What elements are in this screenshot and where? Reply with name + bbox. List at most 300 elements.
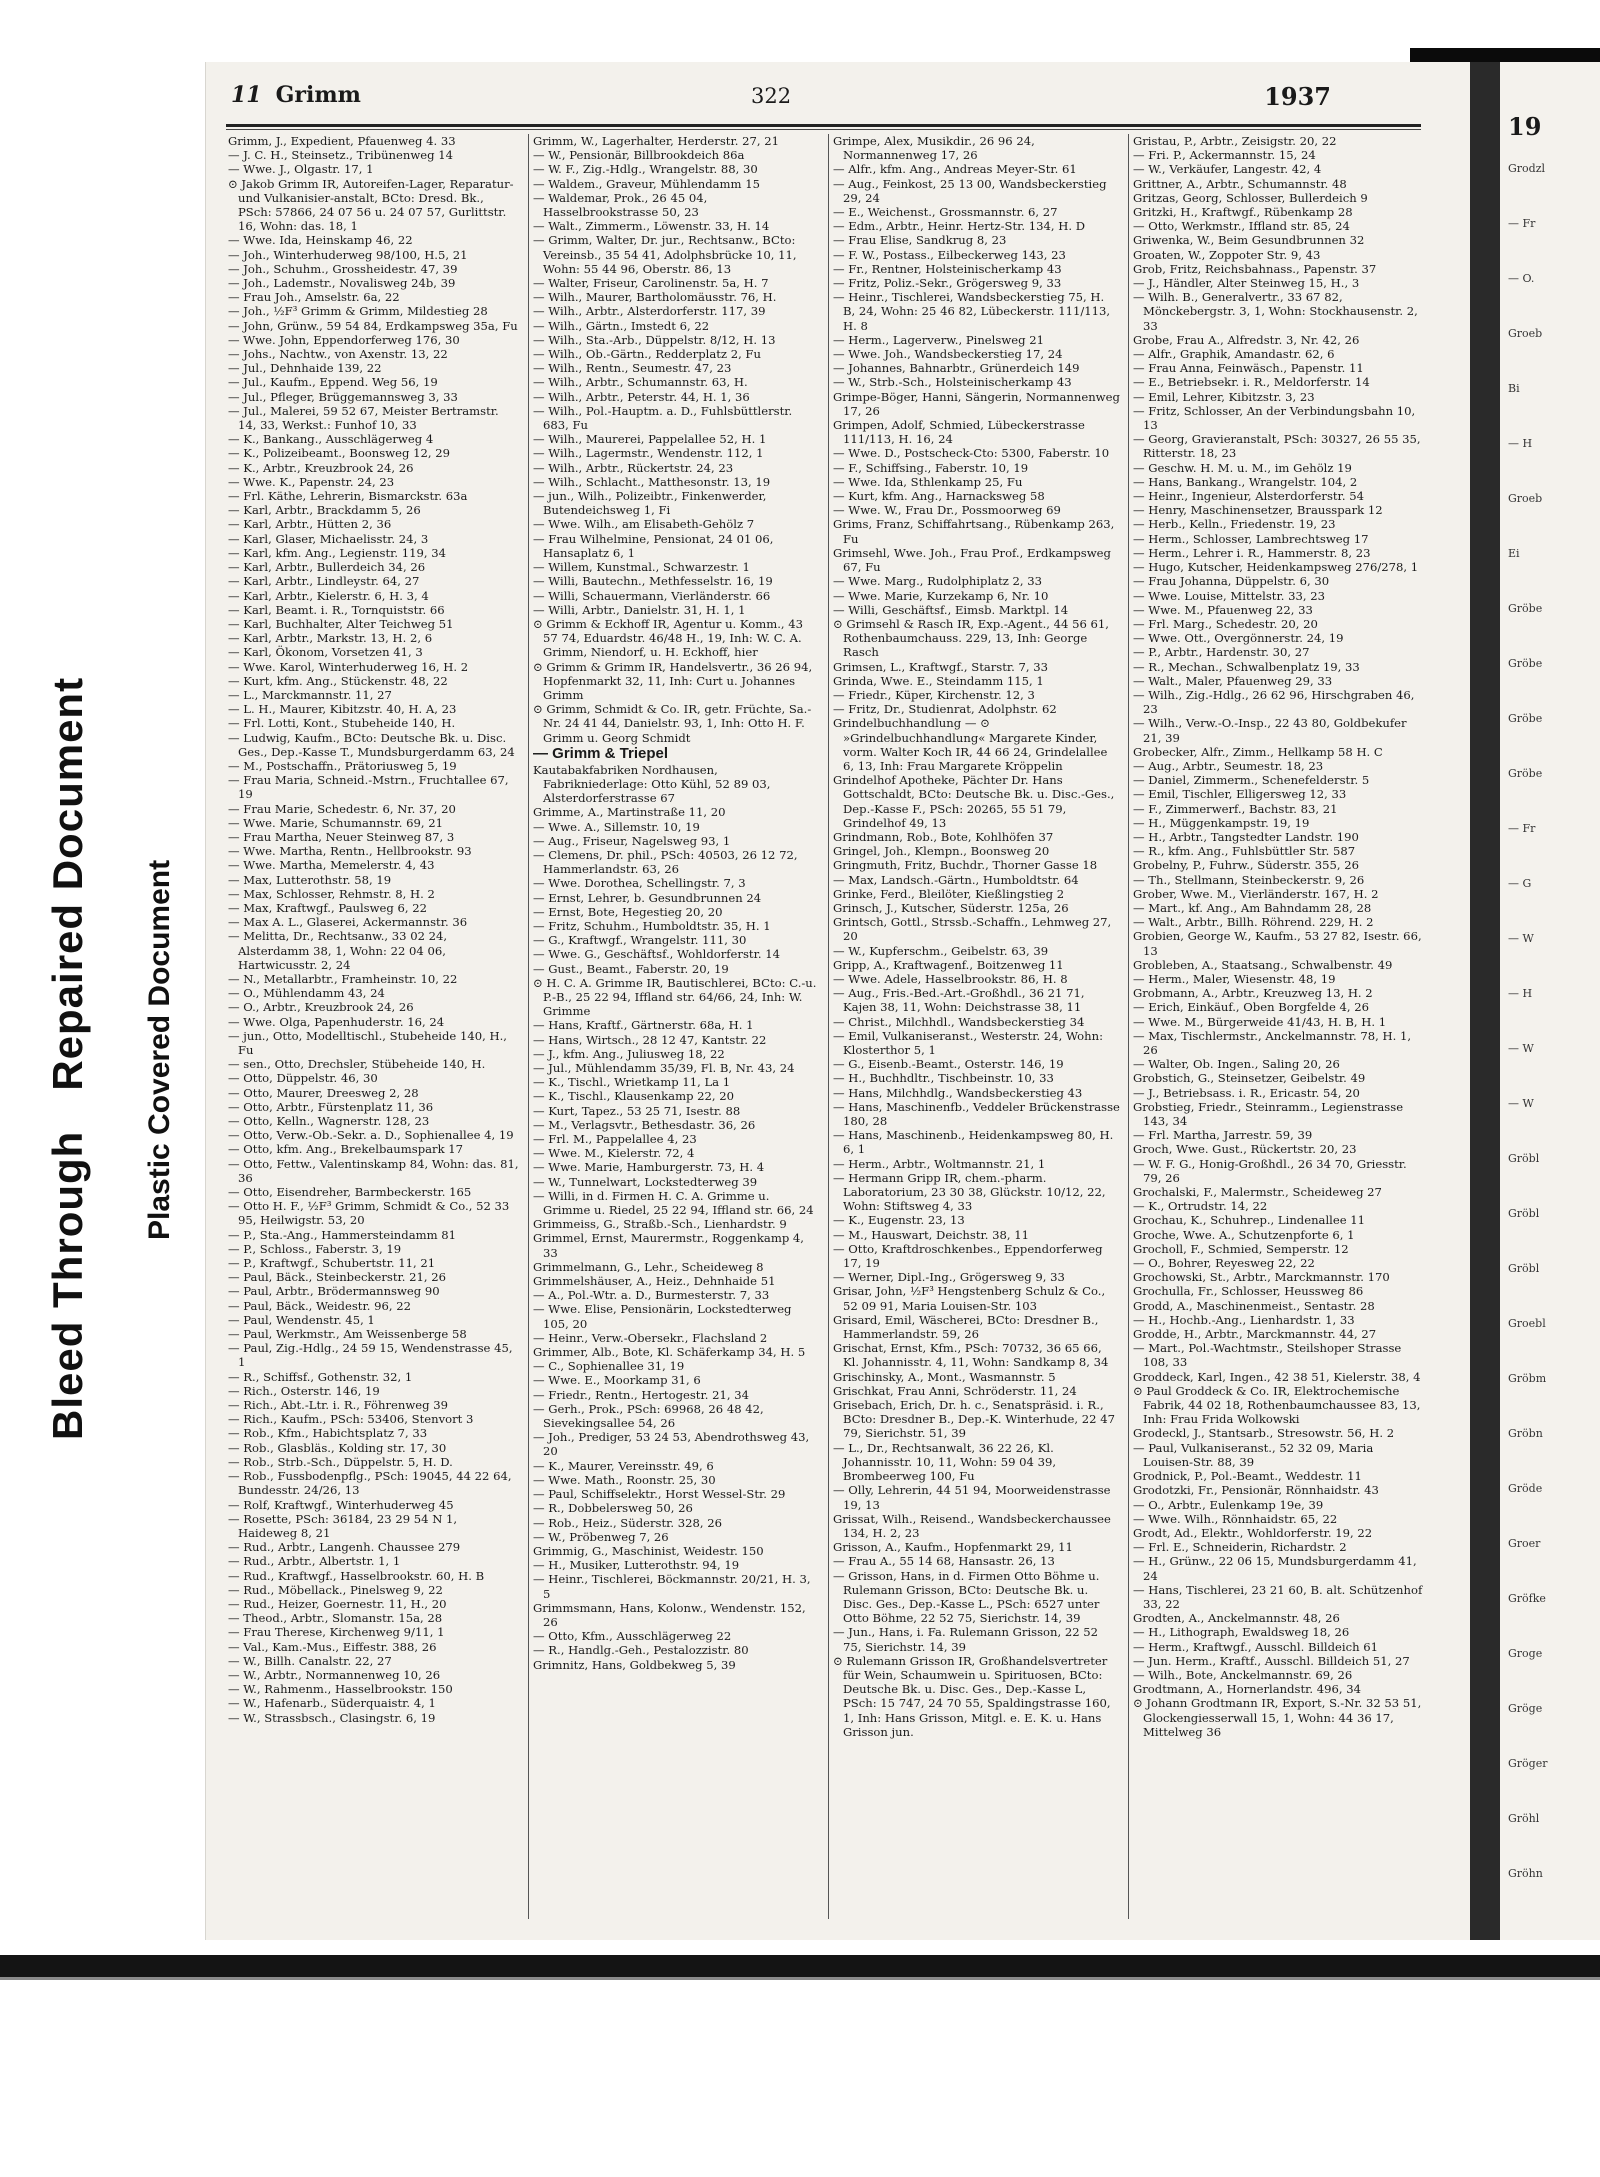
directory-entry: Grobstieg, Friedr., Steinramm., Legienstrasse 143, 34: [1133, 1099, 1404, 1129]
directory-entry: — W., Rahmenm., Hasselbrookstr. 150: [228, 1682, 453, 1697]
directory-entry: — Friedr., Rentn., Hertogestr. 21, 34: [533, 1387, 749, 1402]
directory-entry: — Hans, Maschinenfb., Veddeler Brückenstrasse 180, 28: [833, 1099, 1120, 1129]
directory-entry: — Otto, Kelln., Wagnerstr. 128, 23: [228, 1114, 430, 1129]
directory-entry: Grimmsmann, Hans, Kolonw., Wendenstr. 152, 26: [533, 1600, 806, 1629]
directory-entry: — Otto, Arbtr., Fürstenplatz 11, 36: [228, 1099, 434, 1114]
directory-entry: — Hugo, Kutscher, Heidenkampsweg 276/278, 1: [1133, 560, 1419, 575]
directory-entry: — Herm., Lehrer i. R., Hammerstr. 8, 23: [1133, 545, 1371, 560]
column-4: [1128, 134, 1424, 1919]
directory-entry: — Wilh., Arbtr., Schumannstr. 63, H.: [533, 375, 748, 390]
directory-entry: — W., Pensionär, Billbrookdeich 86a: [533, 148, 745, 163]
directory-entry: — Friedr., Küper, Kirchenstr. 12, 3: [833, 687, 1035, 702]
directory-entry: — Wwe. Marg., Rudolphiplatz 2, 33: [833, 574, 1043, 589]
directory-entry: ⊙ Grimm, Schmidt & Co. IR, getr. Früchte, Sa.-Nr. 24 41 44, Danielstr. 93, 1, Inh: Otto H. F. Grimm u. Georg Schmidt: [533, 702, 812, 745]
adjacent-page-fragment: Groebl: [1508, 1317, 1546, 1330]
directory-entry: Gripp, A., Kraftwagenf., Boitzenweg 11: [833, 957, 1064, 972]
directory-entry: Grittner, A., Arbtr., Schumannstr. 48: [1133, 176, 1347, 191]
adjacent-page-fragment: Gröbn: [1508, 1427, 1543, 1440]
directory-entry: — Clemens, Dr. phil., PSch: 40503, 26 12 72, Hammerlandstr. 63, 26: [533, 847, 798, 877]
directory-entry: — Ernst, Bote, Hegestieg 20, 20: [533, 904, 723, 919]
directory-entry: — Willi, Bautechn., Methfesselstr. 16, 19: [533, 574, 773, 589]
directory-entry: Grintsch, Gottl., Strssb.-Schaffn., Lehmweg 27, 20: [833, 915, 1112, 944]
directory-entry: — W., Tunnelwart, Lockstedterweg 39: [533, 1174, 758, 1189]
directory-entry: — Rich., Kaufm., PSch: 53406, Stenvort 3: [228, 1412, 474, 1427]
adjacent-page-fragment: Grodzl: [1508, 162, 1546, 175]
directory-entry: — Wwe. Math., Roonstr. 25, 30: [533, 1472, 716, 1487]
directory-entry: — Rob., Strb.-Sch., Düppelstr. 5, H. D.: [228, 1454, 453, 1469]
directory-entry: — H., Müggenkampstr. 19, 19: [1133, 815, 1310, 830]
directory-entry: — Alfr., Graphik, Amandastr. 62, 6: [1133, 347, 1335, 362]
directory-entry: — Wwe. A., Sillemstr. 10, 19: [533, 819, 700, 834]
adjacent-page-fragment: — H: [1508, 987, 1533, 1000]
directory-entry: — K., Eugenstr. 23, 13: [833, 1213, 965, 1228]
directory-entry: — Frau Maria, Schneid.-Mstrn., Fruchtallee 67, 19: [228, 773, 509, 802]
directory-entry: Grochalski, F., Malermstr., Scheideweg 27: [1133, 1185, 1382, 1200]
directory-entry: — K., Polizeibeamt., Boonsweg 12, 29: [228, 446, 450, 461]
directory-entry: — Grimm & Triepel: [533, 744, 669, 762]
adjacent-page-fragment: Groeb: [1508, 492, 1543, 505]
directory-entry: Kautabakfabriken Nordhausen, Fabrikniederlage: Otto Kühl, 52 89 03, Alsterdorferstrasse 67: [533, 762, 771, 806]
directory-entry: — Wwe. Marie, Hamburgerstr. 73, H. 4: [533, 1160, 765, 1175]
directory-entry: Grimmelshäuser, A., Heiz., Dehnhaide 51: [533, 1274, 776, 1289]
directory-entry: — Max, Tischlermstr., Anckelmannstr. 78, H. 1, 26: [1133, 1028, 1412, 1057]
directory-columns: [228, 134, 1423, 1924]
directory-entry: Grimpe, Alex, Musikdir., 26 96 24, Normannenweg 17, 26: [833, 134, 1035, 163]
directory-entry: — Frau A., 55 14 68, Hansastr. 26, 13: [833, 1554, 1055, 1569]
directory-entry: Grodnick, P., Pol.-Beamt., Weddestr. 11: [1133, 1469, 1362, 1484]
directory-entry: — W., Hafenarb., Süderquaistr. 4, 1: [228, 1696, 436, 1711]
scan-bottom-margin: [0, 1980, 1600, 2177]
adjacent-page-fragment: Gröbe: [1508, 602, 1543, 615]
directory-entry: — Werner, Dipl.-Ing., Grögersweg 9, 33: [833, 1270, 1065, 1285]
adjacent-page-fragment: — W: [1508, 1042, 1534, 1055]
directory-entry: Grodde, H., Arbtr., Marckmannstr. 44, 27: [1133, 1327, 1377, 1342]
directory-entry: — Wwe. W., Frau Dr., Possmoorweg 69: [833, 503, 1061, 518]
directory-entry: — H., Grünw., 22 06 15, Mundsburgerdamm 41, 24: [1133, 1554, 1417, 1583]
directory-entry: — Rud., Heizer, Goernestr. 11, H., 20: [228, 1596, 447, 1611]
directory-entry: — Karl, Arbtr., Brackdamm 5, 26: [228, 503, 421, 518]
directory-entry: — Frau Joh., Amselstr. 6a, 22: [228, 290, 400, 305]
adjacent-page-fragment: — Fr: [1508, 822, 1536, 835]
directory-entry: — O., Bohrer, Reyesweg 22, 22: [1133, 1256, 1315, 1271]
adjacent-page-fragment: — Fr: [1508, 217, 1536, 230]
directory-entry: — Max, Landsch.-Gärtn., Humboldtstr. 64: [833, 872, 1079, 887]
directory-entry: Grimm, J., Expedient, Pfauenweg 4. 33: [228, 134, 456, 148]
directory-entry: — Frl. Käthe, Lehrerin, Bismarckstr. 63a: [228, 489, 468, 504]
directory-entry: — Wwe. D., Postscheck-Cto: 5300, Faberstr. 10: [833, 446, 1110, 461]
directory-entry: — Max A. L., Glaserei, Ackermannstr. 36: [228, 915, 468, 930]
directory-entry: — Hans, Wirtsch., 28 12 47, Kantstr. 22: [533, 1032, 767, 1047]
directory-entry: — Wwe. John, Eppendorferweg 176, 30: [228, 332, 460, 347]
directory-entry: — Aug., Friseur, Nagelsweg 93, 1: [533, 833, 731, 848]
directory-entry: — Heinr., Tischlerei, Wandsbeckerstieg 75, H. B, 24, Wohn: 25 46 82, Lübeckerstr. 111/113, H. 8: [833, 290, 1111, 333]
scan-bottom-edge: [0, 1955, 1600, 1977]
directory-entry: — Fritz, Poliz.-Sekr., Grögersweg 9, 33: [833, 276, 1062, 291]
adjacent-page-fragment: Groge: [1508, 1647, 1543, 1660]
adjacent-page-fragment: Gröge: [1508, 1702, 1543, 1715]
directory-entry: — G., Kraftwgf., Wrangelstr. 111, 30: [533, 933, 747, 948]
directory-entry: ⊙ Johann Grodtmann IR, Export, S.-Nr. 32 53 51, Glockengiesserwall 15, 1, Wohn: 44 36 17, Mittelweg 36: [1133, 1696, 1422, 1739]
directory-entry: — Daniel, Zimmerm., Schenefelderstr. 5: [1133, 773, 1370, 788]
directory-entry: — P., Arbtr., Hardenstr. 30, 27: [1133, 645, 1310, 660]
adjacent-page-year: 19: [1508, 112, 1542, 141]
directory-entry: — Wwe. Marie, Schumannstr. 69, 21: [228, 815, 443, 830]
directory-entry: Grimsehl, Wwe. Joh., Frau Prof., Erdkampsweg 67, Fu: [833, 545, 1111, 575]
directory-entry: — Rolf, Kraftwgf., Winterhuderweg 45: [228, 1497, 454, 1512]
directory-entry: — Wwe. Joh., Wandsbeckerstieg 17, 24: [833, 347, 1063, 362]
directory-entry: Grimpen, Adolf, Schmied, Lübeckerstrasse 111/113, H. 16, 24: [833, 418, 1085, 447]
directory-entry: — Jul., Dehnhaide 139, 22: [228, 361, 382, 376]
directory-entry: — Rob., Fussbodenpflg., PSch: 19045, 44 22 64, Bundesstr. 24/26, 13: [228, 1469, 512, 1498]
directory-entry: — Frau Johanna, Düppelstr. 6, 30: [1133, 574, 1330, 589]
directory-entry: — Wwe. Marie, Kurzekamp 6, Nr. 10: [833, 588, 1049, 603]
directory-entry: — Otto, Kfm., Ausschlägerweg 22: [533, 1629, 732, 1644]
header-year: 1937: [1264, 82, 1331, 111]
directory-entry: — Otto, Fettw., Valentinskamp 84, Wohn: das. 81, 36: [228, 1156, 519, 1185]
directory-entry: — Paul, Arbtr., Brödermannsweg 90: [228, 1284, 440, 1299]
directory-entry: — Herm., Lagerverw., Pinelsweg 21: [833, 332, 1044, 347]
directory-entry: Grimpe-Böger, Hanni, Sängerin, Normannenweg 17, 26: [833, 389, 1120, 418]
directory-entry: — Fri. P., Ackermannstr. 15, 24: [1133, 148, 1316, 163]
repaired-document-label: Repaired Document: [44, 676, 91, 1091]
directory-entry: — Wwe. Martha, Rentn., Hellbrookstr. 93: [228, 844, 472, 859]
directory-entry: — Wwe. Ida, Sthlenkamp 25, Fu: [833, 474, 1023, 489]
directory-entry: — W. F., Zig.-Hdlg., Wrangelstr. 88, 30: [533, 162, 758, 177]
adjacent-page-fragment: — H: [1508, 437, 1533, 450]
directory-entry: — Rud., Möbellack., Pinelsweg 9, 22: [228, 1582, 443, 1597]
directory-entry: — Walt., Arbtr., Billh. Röhrend. 229, H. 2: [1133, 915, 1374, 930]
directory-entry: ⊙ Grimm & Eckhoff IR, Agentur u. Komm., 43 57 74, Eduardstr. 46/48 H., 19, Inh: W. C. A. Grimm, Niendorf, u. H. Eckhoff, hier: [533, 616, 804, 660]
directory-entry: — Otto, kfm. Ang., Brekelbaumspark 17: [228, 1142, 464, 1157]
directory-entry: — O., Arbtr., Eulenkamp 19e, 39: [1133, 1497, 1324, 1512]
directory-entry: — R., Dobbelersweg 50, 26: [533, 1501, 693, 1516]
directory-entry: — Fritz, Schuhm., Humboldtstr. 35, H. 1: [533, 918, 771, 933]
directory-entry: Grindmann, Rob., Bote, Kohlhöfen 37: [833, 829, 1054, 844]
directory-entry: — Hans, Bankang., Wrangelstr. 104, 2: [1133, 474, 1358, 489]
directory-entry: — Otto, Eisendreher, Barmbeckerstr. 165: [228, 1185, 472, 1200]
directory-entry: — Jul., Kaufm., Eppend. Weg 56, 19: [228, 375, 438, 390]
directory-entry: — H., Lithograph, Ewaldsweg 18, 26: [1133, 1625, 1350, 1640]
directory-entry: — Wwe. Louise, Mittelstr. 33, 23: [1133, 588, 1325, 603]
directory-entry: — Otto, Verw.-Ob.-Sekr. a. D., Sophienallee 4, 19: [228, 1128, 514, 1143]
adjacent-page-fragment: Gröbl: [1508, 1262, 1540, 1275]
directory-entry: — Joh., Prediger, 53 24 53, Abendrothsweg 43, 20: [533, 1430, 810, 1459]
directory-entry: — Grimm, Walter, Dr. jur., Rechtsanw., BCto: Vereinsb., 35 54 41, Adolphsbrücke 10, 11, Wohn: 55 44 96, Oberstr. 86, 13: [533, 233, 797, 276]
adjacent-page-fragment: Gröbe: [1508, 712, 1543, 725]
directory-entry: — Emil, Lehrer, Kibitzstr. 3, 23: [1133, 389, 1315, 404]
plastic-covered-label: Plastic Covered Document: [143, 859, 176, 1240]
directory-entry: Grisard, Emil, Wäscherei, BCto: Dresdner B., Hammerlandstr. 59, 26: [833, 1312, 1099, 1342]
directory-entry: — Johs., Nachtw., von Axenstr. 13, 22: [228, 347, 448, 362]
directory-entry: — Hans, Maschinenb., Heidenkampsweg 80, H. 6, 1: [833, 1128, 1114, 1157]
directory-entry: — Wwe. E., Moorkamp 31, 6: [533, 1373, 701, 1388]
directory-entry: — Willi, Geschäftsf., Eimsb. Marktpl. 14: [833, 602, 1069, 617]
directory-entry: — Hans, Tischlerei, 23 21 60, B. alt. Schützenhof 33, 22: [1133, 1582, 1423, 1611]
directory-entry: — J. C. H., Steinsetz., Tribünenweg 14: [228, 148, 453, 163]
directory-entry: — Frau Martha, Neuer Steinweg 87, 3: [228, 829, 455, 844]
adjacent-page-fragment: Gröbl: [1508, 1152, 1540, 1165]
directory-entry: — Rob., Heiz., Süderstr. 328, 26: [533, 1515, 723, 1530]
directory-entry: — Karl, Arbtr., Lindleystr. 64, 27: [228, 574, 420, 589]
directory-entry: ⊙ Rulemann Grisson IR, Großhandelsvertreter für Wein, Schaumwein u. Spirituosen, BCto: Deutsche Bk. u. Disc. Ges., Dep.-Kasse L, PSch: 15 747, 24 70 55, Spaldingstrasse 160, 1, Inh: Hans Grisson, Mitgl. e. E. K. u. Hans Grisson jun.: [833, 1653, 1111, 1739]
directory-entry: — O., Mühlendamm 43, 24: [228, 986, 385, 1001]
directory-entry: Gristau, P., Arbtr., Zeisigstr. 20, 22: [1133, 134, 1337, 148]
adjacent-page-fragment: Gröhl: [1508, 1812, 1540, 1825]
directory-entry: Grissat, Wilh., Reisend., Wandsbeckerchaussee 134, H. 2, 23: [833, 1511, 1111, 1540]
directory-entry: Grindelbuchhandlung — ⊙ »Grindelbuchhandlung« Margarete Kinder, vorm. Walter Koch IR, 44 66 24, Grindelallee 6, 13, Inh: Frau Margarete Kröppelin: [833, 716, 1108, 773]
directory-entry: — Walt., Maler, Pfauenweg 29, 33: [1133, 673, 1333, 688]
header-name: Grimm: [275, 82, 361, 108]
directory-entry: — Rob., Kfm., Habichtsplatz 7, 33: [228, 1426, 428, 1441]
directory-entry: Grimmel, Ernst, Maurermstr., Roggenkamp 4, 33: [533, 1231, 804, 1260]
directory-entry: Grobleben, A., Staatsang., Schwalbenstr. 49: [1133, 957, 1393, 972]
directory-entry: — R., Mechan., Schwalbenplatz 19, 33: [1133, 659, 1360, 674]
directory-entry: — H., Arbtr., Tangstedter Landstr. 190: [1133, 829, 1359, 844]
directory-entry: — J., Betriebsass. i. R., Ericastr. 54, 20: [1133, 1085, 1360, 1100]
directory-entry: — Jun. Herm., Kraftf., Ausschl. Billdeich 51, 27: [1133, 1653, 1410, 1668]
adjacent-page-fragment: Ei: [1508, 547, 1520, 560]
directory-entry: — Grisson, Hans, in d. Firmen Otto Böhme u. Rulemann Grisson, BCto: Deutsche Bk. u. Disc. Ges., Dep.-Kasse L., PSch: 6527 unter Otto Böhme, 22 52 75, Sierichstr. 14, 39: [833, 1568, 1100, 1626]
directory-entry: — M., Postschaffn., Prätoriusweg 5, 19: [228, 758, 457, 773]
directory-entry: — E., Weichenst., Grossmannstr. 6, 27: [833, 205, 1058, 220]
adjacent-page-fragment: Gröger: [1508, 1757, 1548, 1770]
directory-entry: — Waldem., Graveur, Mühlendamm 15: [533, 176, 760, 191]
directory-entry: — Henry, Maschinensetzer, Brausspark 12: [1133, 503, 1383, 518]
directory-entry: Grimmer, Alb., Bote, Kl. Schäferkamp 34, H. 5: [533, 1345, 806, 1360]
directory-entry: — L., Marckmannstr. 11, 27: [228, 687, 392, 702]
directory-entry: — Wilh. B., Generalvertr., 33 67 82, Mönckebergstr. 3, 1, Wohn: Stockhausenstr. 2, 33: [1133, 290, 1418, 333]
directory-entry: — Willi, in d. Firmen H. C. A. Grimme u. Grimme u. Riedel, 25 22 94, Iffland str. 66, 24: [533, 1188, 814, 1218]
directory-entry: Grisar, John, ½F³ Hengstenberg Schulz & Co., 52 09 91, Maria Louisen-Str. 103: [833, 1284, 1106, 1313]
directory-entry: — Karl, Arbtr., Kielerstr. 6, H. 3, 4: [228, 588, 429, 603]
directory-entry: — Th., Stellmann, Steinbeckerstr. 9, 26: [1133, 872, 1365, 887]
directory-entry: Grimsen, L., Kraftwgf., Starstr. 7, 33: [833, 659, 1049, 674]
directory-entry: Grims, Franz, Schiffahrtsang., Rübenkamp 263, Fu: [833, 517, 1115, 546]
directory-entry: — Rich., Osterstr. 146, 19: [228, 1383, 380, 1398]
directory-entry: — Rich., Abt.-Ltr. i. R., Föhrenweg 39: [228, 1398, 449, 1413]
directory-entry: — Herm., Maler, Wiesenstr. 48, 19: [1133, 971, 1336, 986]
directory-entry: Grobe, Frau A., Alfredstr. 3, Nr. 42, 26: [1133, 332, 1360, 347]
directory-entry: — Joh., Lademstr., Novalisweg 24b, 39: [228, 276, 456, 291]
directory-entry: — Wwe. Dorothea, Schellingstr. 7, 3: [533, 876, 746, 891]
directory-entry: — Heinr., Verw.-Obersekr., Flachsland 2: [533, 1330, 768, 1345]
directory-entry: — Gerh., Prok., PSch: 69968, 26 48 42, Sievekingsallee 54, 26: [533, 1401, 764, 1431]
directory-entry: Grimnitz, Hans, Goldbekweg 5, 39: [533, 1657, 736, 1672]
directory-entry: — F., Schiffsing., Faberstr. 10, 19: [833, 460, 1029, 475]
directory-entry: — W., Pröbenweg 7, 26: [533, 1529, 669, 1544]
directory-entry: Grinsch, J., Kutscher, Süderstr. 125a, 26: [833, 900, 1069, 915]
directory-entry: ⊙ Jakob Grimm IR, Autoreifen-Lager, Reparatur- und Vulkanisier-anstalt, BCto: Dresd. Bk., PSch: 57866, 24 07 56 u. 24 07 57, Gurlittstr. 16, Wohn: das. 18, 1: [228, 176, 514, 234]
directory-entry: Grobelny, P., Fuhrw., Süderstr. 355, 26: [1133, 858, 1359, 873]
directory-entry: Gritzas, Georg, Schlosser, Bullerdeich 9: [1133, 190, 1368, 205]
directory-entry: — Wilh., Maurer, Bartholomäusstr. 76, H.: [533, 290, 777, 305]
directory-entry: — Frl. Lotti, Kont., Stubeheide 140, H.: [228, 716, 456, 731]
directory-entry: — Wilh., Maurerei, Pappelallee 52, H. 1: [533, 432, 767, 447]
directory-entry: Grisebach, Erich, Dr. h. c., Senatspräsid. i. R., BCto: Dresdner B., Dep.-K. Winterhude, 22 47 79, Sierichstr. 51, 39: [833, 1398, 1115, 1441]
directory-entry: — H., Buchhdltr., Tischbeinstr. 10, 33: [833, 1071, 1054, 1086]
directory-entry: — Paul, Bäck., Weidestr. 96, 22: [228, 1298, 411, 1313]
directory-entry: — Wwe. M., Bürgerweide 41/43, H. B, H. 1: [1133, 1014, 1387, 1029]
directory-entry: Grochulla, Fr., Schlosser, Heussweg 86: [1133, 1284, 1364, 1299]
directory-entry: — Kurt, Tapez., 53 25 71, Isestr. 88: [533, 1103, 741, 1118]
page-header: [231, 82, 1331, 122]
directory-entry: — Wilh., Ob.-Gärtn., Redderplatz 2, Fu: [533, 347, 761, 362]
directory-entry: — Wwe. Karol, Winterhuderweg 16, H. 2: [228, 659, 469, 674]
directory-entry: — F. W., Postass., Eilbeckerweg 143, 23: [833, 247, 1066, 262]
adjacent-page-fragment: Gröhn: [1508, 1867, 1543, 1880]
directory-entry: — Karl, Ökonom, Vorsetzen 41, 3: [228, 645, 423, 660]
directory-entry: — Rosette, PSch: 36184, 23 29 54 N 1, Haideweg 8, 21: [228, 1511, 458, 1540]
directory-entry: — Wwe. Martha, Memelerstr. 4, 43: [228, 858, 435, 873]
directory-entry: — Wilh., Bote, Anckelmannstr. 69, 26: [1133, 1667, 1353, 1682]
directory-entry: — Max, Schlosser, Rehmstr. 8, H. 2: [228, 886, 435, 901]
directory-entry: — Max, Kraftwgf., Paulsweg 6, 22: [228, 900, 428, 915]
directory-entry: — E., Betriebsekr. i. R., Meldorferstr. 14: [1133, 375, 1370, 390]
directory-entry: — H., Hochb.-Ang., Lienhardstr. 1, 33: [1133, 1312, 1355, 1327]
directory-entry: Grob, Fritz, Reichsbahnass., Papenstr. 37: [1133, 261, 1377, 276]
column-2: [528, 134, 820, 1919]
directory-entry: Grodotzki, Fr., Pensionär, Rönnhaidstr. 43: [1133, 1483, 1379, 1498]
directory-entry: Grischat, Ernst, Kfm., PSch: 70732, 36 65 66, Kl. Johannisstr. 4, 11, Wohn: Sandkamp 8, 34: [833, 1341, 1109, 1370]
directory-entry: — Frau Therese, Kirchenweg 9/11, 1: [228, 1625, 445, 1640]
directory-entry: — Aug., Fris.-Bed.-Art.-Großhdl., 36 21 71, Kajen 38, 11, Wohn: Deichstrasse 38, 11: [833, 986, 1085, 1015]
directory-entry: — W., Billh. Canalstr. 22, 27: [228, 1653, 392, 1668]
directory-entry: Grischinsky, A., Mont., Wasmannstr. 5: [833, 1369, 1056, 1384]
directory-entry: — Wwe. Adele, Hasselbrookstr. 86, H. 8: [833, 971, 1068, 986]
directory-entry: — Wilh., Zig.-Hdlg., 26 62 96, Hirschgraben 46, 23: [1133, 687, 1415, 717]
directory-entry: — Jul., Pfleger, Brüggemannsweg 3, 33: [228, 389, 458, 404]
directory-entry: — Emil, Vulkaniseranst., Westerstr. 24, Wohn: Klosterthor 5, 1: [833, 1028, 1103, 1057]
directory-entry: — Kurt, kfm. Ang., Stückenstr. 48, 22: [228, 673, 448, 688]
directory-entry: — Emil, Tischler, Elligersweg 12, 33: [1133, 787, 1347, 802]
directory-entry: Grobmann, A., Arbtr., Kreuzweg 13, H. 2: [1133, 986, 1373, 1001]
directory-entry: — Frau Anna, Feinwäsch., Papenstr. 11: [1133, 361, 1364, 376]
directory-entry: — Paul, Schiffselektr., Horst Wessel-Str. 29: [533, 1487, 786, 1502]
directory-entry: Grocholl, F., Schmied, Semperstr. 12: [1133, 1241, 1349, 1256]
directory-entry: Grodeckl, J., Stantsarb., Stresowstr. 56, H. 2: [1133, 1426, 1395, 1441]
directory-entry: — sen., Otto, Drechsler, Stübeheide 140, H.: [228, 1057, 486, 1072]
directory-entry: — L., Dr., Rechtsanwalt, 36 22 26, Kl. Johannisstr. 10, 11, Wohn: 59 04 39, Brombeerweg 100, Fu: [833, 1440, 1057, 1484]
directory-entry: — Paul, Vulkaniseranst., 52 32 09, Maria Louisen-Str. 88, 39: [1133, 1440, 1374, 1469]
directory-entry: — Paul, Zig.-Hdlg., 24 59 15, Wendenstrasse 45, 1: [228, 1341, 513, 1370]
directory-entry: — Karl, Beamt. i. R., Tornquiststr. 66: [228, 602, 445, 617]
directory-entry: — Otto, Werkmstr., Iffland str. 85, 24: [1133, 219, 1350, 234]
directory-entry: — Wwe. G., Geschäftsf., Wohldorferstr. 14: [533, 947, 780, 962]
directory-entry: — Kurt, kfm. Ang., Harnacksweg 58: [833, 489, 1045, 504]
directory-entry: — Johannes, Bahnarbtr., Grünerdeich 149: [833, 361, 1080, 376]
directory-entry: Gringel, Joh., Klempn., Boonsweg 20: [833, 844, 1050, 859]
directory-entry: — Paul, Werkmstr., Am Weissenberge 58: [228, 1327, 467, 1342]
directory-entry: Grischkat, Frau Anni, Schröderstr. 11, 24: [833, 1383, 1077, 1398]
directory-entry: Groch, Wwe. Gust., Rückertstr. 20, 23: [1133, 1142, 1357, 1157]
directory-entry: — Frl. Marg., Schedestr. 20, 20: [1133, 616, 1318, 631]
directory-entry: — Wwe. Wilh., Rönnhaidstr. 65, 22: [1133, 1511, 1338, 1526]
directory-entry: — Wilh., Arbtr., Peterstr. 44, H. 1, 36: [533, 389, 750, 404]
directory-entry: — K., Tischl., Klausenkamp 22, 20: [533, 1089, 735, 1104]
directory-entry: — Georg, Gravieranstalt, PSch: 30327, 26 55 35, Ritterstr. 18, 23: [1133, 432, 1421, 461]
left-margin: [0, 40, 205, 1970]
directory-entry: — Willem, Kunstmal., Schwarzestr. 1: [533, 560, 750, 575]
directory-entry: — Karl, Buchhalter, Alter Teichweg 51: [228, 616, 454, 631]
directory-entry: — John, Grünw., 59 54 84, Erdkampsweg 35a, Fu: [228, 318, 518, 333]
directory-entry: — Karl, Arbtr., Bullerdeich 34, 26: [228, 560, 426, 575]
header-left: [231, 82, 361, 108]
directory-entry: — Willi, Schauermann, Vierländerstr. 66: [533, 588, 771, 603]
directory-entry: — Wwe. M., Kielerstr. 72, 4: [533, 1146, 695, 1161]
column-1: [228, 134, 519, 1919]
directory-entry: — Karl, Arbtr., Hütten 2, 36: [228, 517, 392, 532]
directory-entry: Grochowski, St., Arbtr., Marckmannstr. 170: [1133, 1270, 1390, 1285]
adjacent-page-fragment: Gröbe: [1508, 657, 1543, 670]
directory-entry: — Walt., Zimmerm., Löwenstr. 33, H. 14: [533, 219, 770, 234]
directory-entry: Groddeck, Karl, Ingen., 42 38 51, Kielerstr. 38, 4: [1133, 1369, 1421, 1384]
adjacent-page-fragment: Bi: [1508, 382, 1520, 395]
directory-entry: — Melitta, Dr., Rechtsanw., 33 02 24, Alsterdamm 38, 1, Wohn: 22 04 06, Hartwicusstr. 2, 24: [228, 929, 448, 972]
directory-entry: — Herb., Kelln., Friedenstr. 19, 23: [1133, 517, 1336, 532]
directory-entry: Gringmuth, Fritz, Buchdr., Thorner Gasse 18: [833, 858, 1098, 873]
directory-entry: — K., Maurer, Vereinsstr. 49, 6: [533, 1458, 714, 1473]
directory-entry: — Edm., Arbtr., Heinr. Hertz-Str. 134, H. D: [833, 219, 1086, 234]
directory-entry: — Rud., Arbtr., Albertstr. 1, 1: [228, 1554, 401, 1569]
directory-entry: — K., Bankang., Ausschlägerweg 4: [228, 432, 434, 447]
directory-entry: — L. H., Maurer, Kibitzstr. 40, H. A, 23: [228, 702, 457, 717]
directory-entry: Grodt, Ad., Elektr., Wohldorferstr. 19, 22: [1133, 1525, 1373, 1540]
adjacent-page-fragment: Gröde: [1508, 1482, 1543, 1495]
directory-entry: — Joh., ½F³ Grimm & Grimm, Mildestieg 28: [228, 304, 488, 319]
directory-entry: — Walter, Ob. Ingen., Saling 20, 26: [1133, 1057, 1340, 1072]
directory-entry: — M., Verlagsvtr., Bethesdastr. 36, 26: [533, 1117, 756, 1132]
directory-entry: — Frl. M., Pappelallee 4, 23: [533, 1132, 697, 1147]
directory-entry: — P., Sta.-Ang., Hammersteindamm 81: [228, 1227, 457, 1242]
directory-entry: — Herm., Arbtr., Woltmannstr. 21, 1: [833, 1156, 1046, 1171]
directory-entry: — Ludwig, Kaufm., BCto: Deutsche Bk. u. Disc. Ges., Dep.-Kasse T., Mundsburgerdamm 63, 24: [228, 730, 515, 759]
directory-entry: — N., Metallarbtr., Framheinstr. 10, 22: [228, 971, 458, 986]
directory-entry: — W., Verkäufer, Langestr. 42, 4: [1133, 162, 1322, 177]
directory-entry: — M., Hauswart, Deichstr. 38, 11: [833, 1227, 1030, 1242]
directory-entry: — Herm., Schlosser, Lambrechtsweg 17: [1133, 531, 1369, 546]
directory-entry: — Wilh., Sta.-Arb., Düppelstr. 8/12, H. 13: [533, 332, 776, 347]
directory-entry: — Willi, Arbtr., Danielstr. 31, H. 1, 1: [533, 602, 746, 617]
directory-entry: — Wwe. M., Pfauenweg 22, 33: [1133, 602, 1313, 617]
directory-entry: — Otto H. F., ½F³ Grimm, Schmidt & Co., 52 33 95, Heilwigstr. 53, 20: [228, 1199, 510, 1228]
directory-entry: Grindelhof Apotheke, Pächter Dr. Hans Gottschaldt, BCto: Deutsche Bk. u. Disc.-Ges., Dep.-Kasse F., PSch: 20265, 55 51 79, Grindelhof 49, 13: [833, 773, 1115, 830]
adjacent-page-fragment: — W: [1508, 932, 1534, 945]
directory-entry: ⊙ Grimm & Grimm IR, Handelsvertr., 36 26 94, Hopfenmarkt 32, 11, Inh: Curt u. Johannes Grimm: [533, 659, 813, 702]
header-rule: [226, 124, 1421, 127]
directory-entry: Grimm, W., Lagerhalter, Herderstr. 27, 21: [533, 134, 779, 148]
directory-entry: — Wilh., Verw.-O.-Insp., 22 43 80, Goldbekufer 21, 39: [1133, 716, 1407, 745]
directory-entry: — Gust., Beamt., Faberstr. 20, 19: [533, 961, 729, 976]
directory-entry: — Wilh., Schlacht., Matthesonstr. 13, 19: [533, 474, 771, 489]
directory-entry: — Frau Marie, Schedestr. 6, Nr. 37, 20: [228, 801, 456, 816]
directory-entry: — Wwe. K., Papenstr. 24, 23: [228, 474, 395, 489]
adjacent-page-fragment: — G: [1508, 877, 1532, 890]
directory-entry: Grodten, A., Anckelmannstr. 48, 26: [1133, 1611, 1340, 1626]
adjacent-page-fragment: — W: [1508, 1097, 1534, 1110]
directory-entry: — Heinr., Ingenieur, Alsterdorferstr. 54: [1133, 489, 1364, 504]
adjacent-page-fragment: Groer: [1508, 1537, 1541, 1550]
condition-labels: [40, 677, 180, 1440]
directory-entry: — Frl. E., Schneiderin, Richardstr. 2: [1133, 1540, 1347, 1555]
directory-entry: — Otto, Kraftdroschkenbes., Eppendorferweg 17, 19: [833, 1241, 1103, 1271]
directory-entry: — Mart., kf. Ang., Am Bahndamm 28, 28: [1133, 900, 1372, 915]
directory-entry: — A., Pol.-Wtr. a. D., Burmesterstr. 7, 33: [533, 1288, 770, 1303]
directory-entry: — H., Musiker, Lutterothstr. 94, 19: [533, 1558, 740, 1573]
directory-entry: — Hans, Milchhdlg., Wandsbeckerstieg 43: [833, 1085, 1083, 1100]
directory-entry: — Wwe. Olga, Papenhuderstr. 16, 24: [228, 1014, 445, 1029]
directory-entry: — Otto, Maurer, Dreesweg 2, 28: [228, 1085, 419, 1100]
directory-entry: — Karl, Glaser, Michaelisstr. 24, 3: [228, 531, 429, 546]
